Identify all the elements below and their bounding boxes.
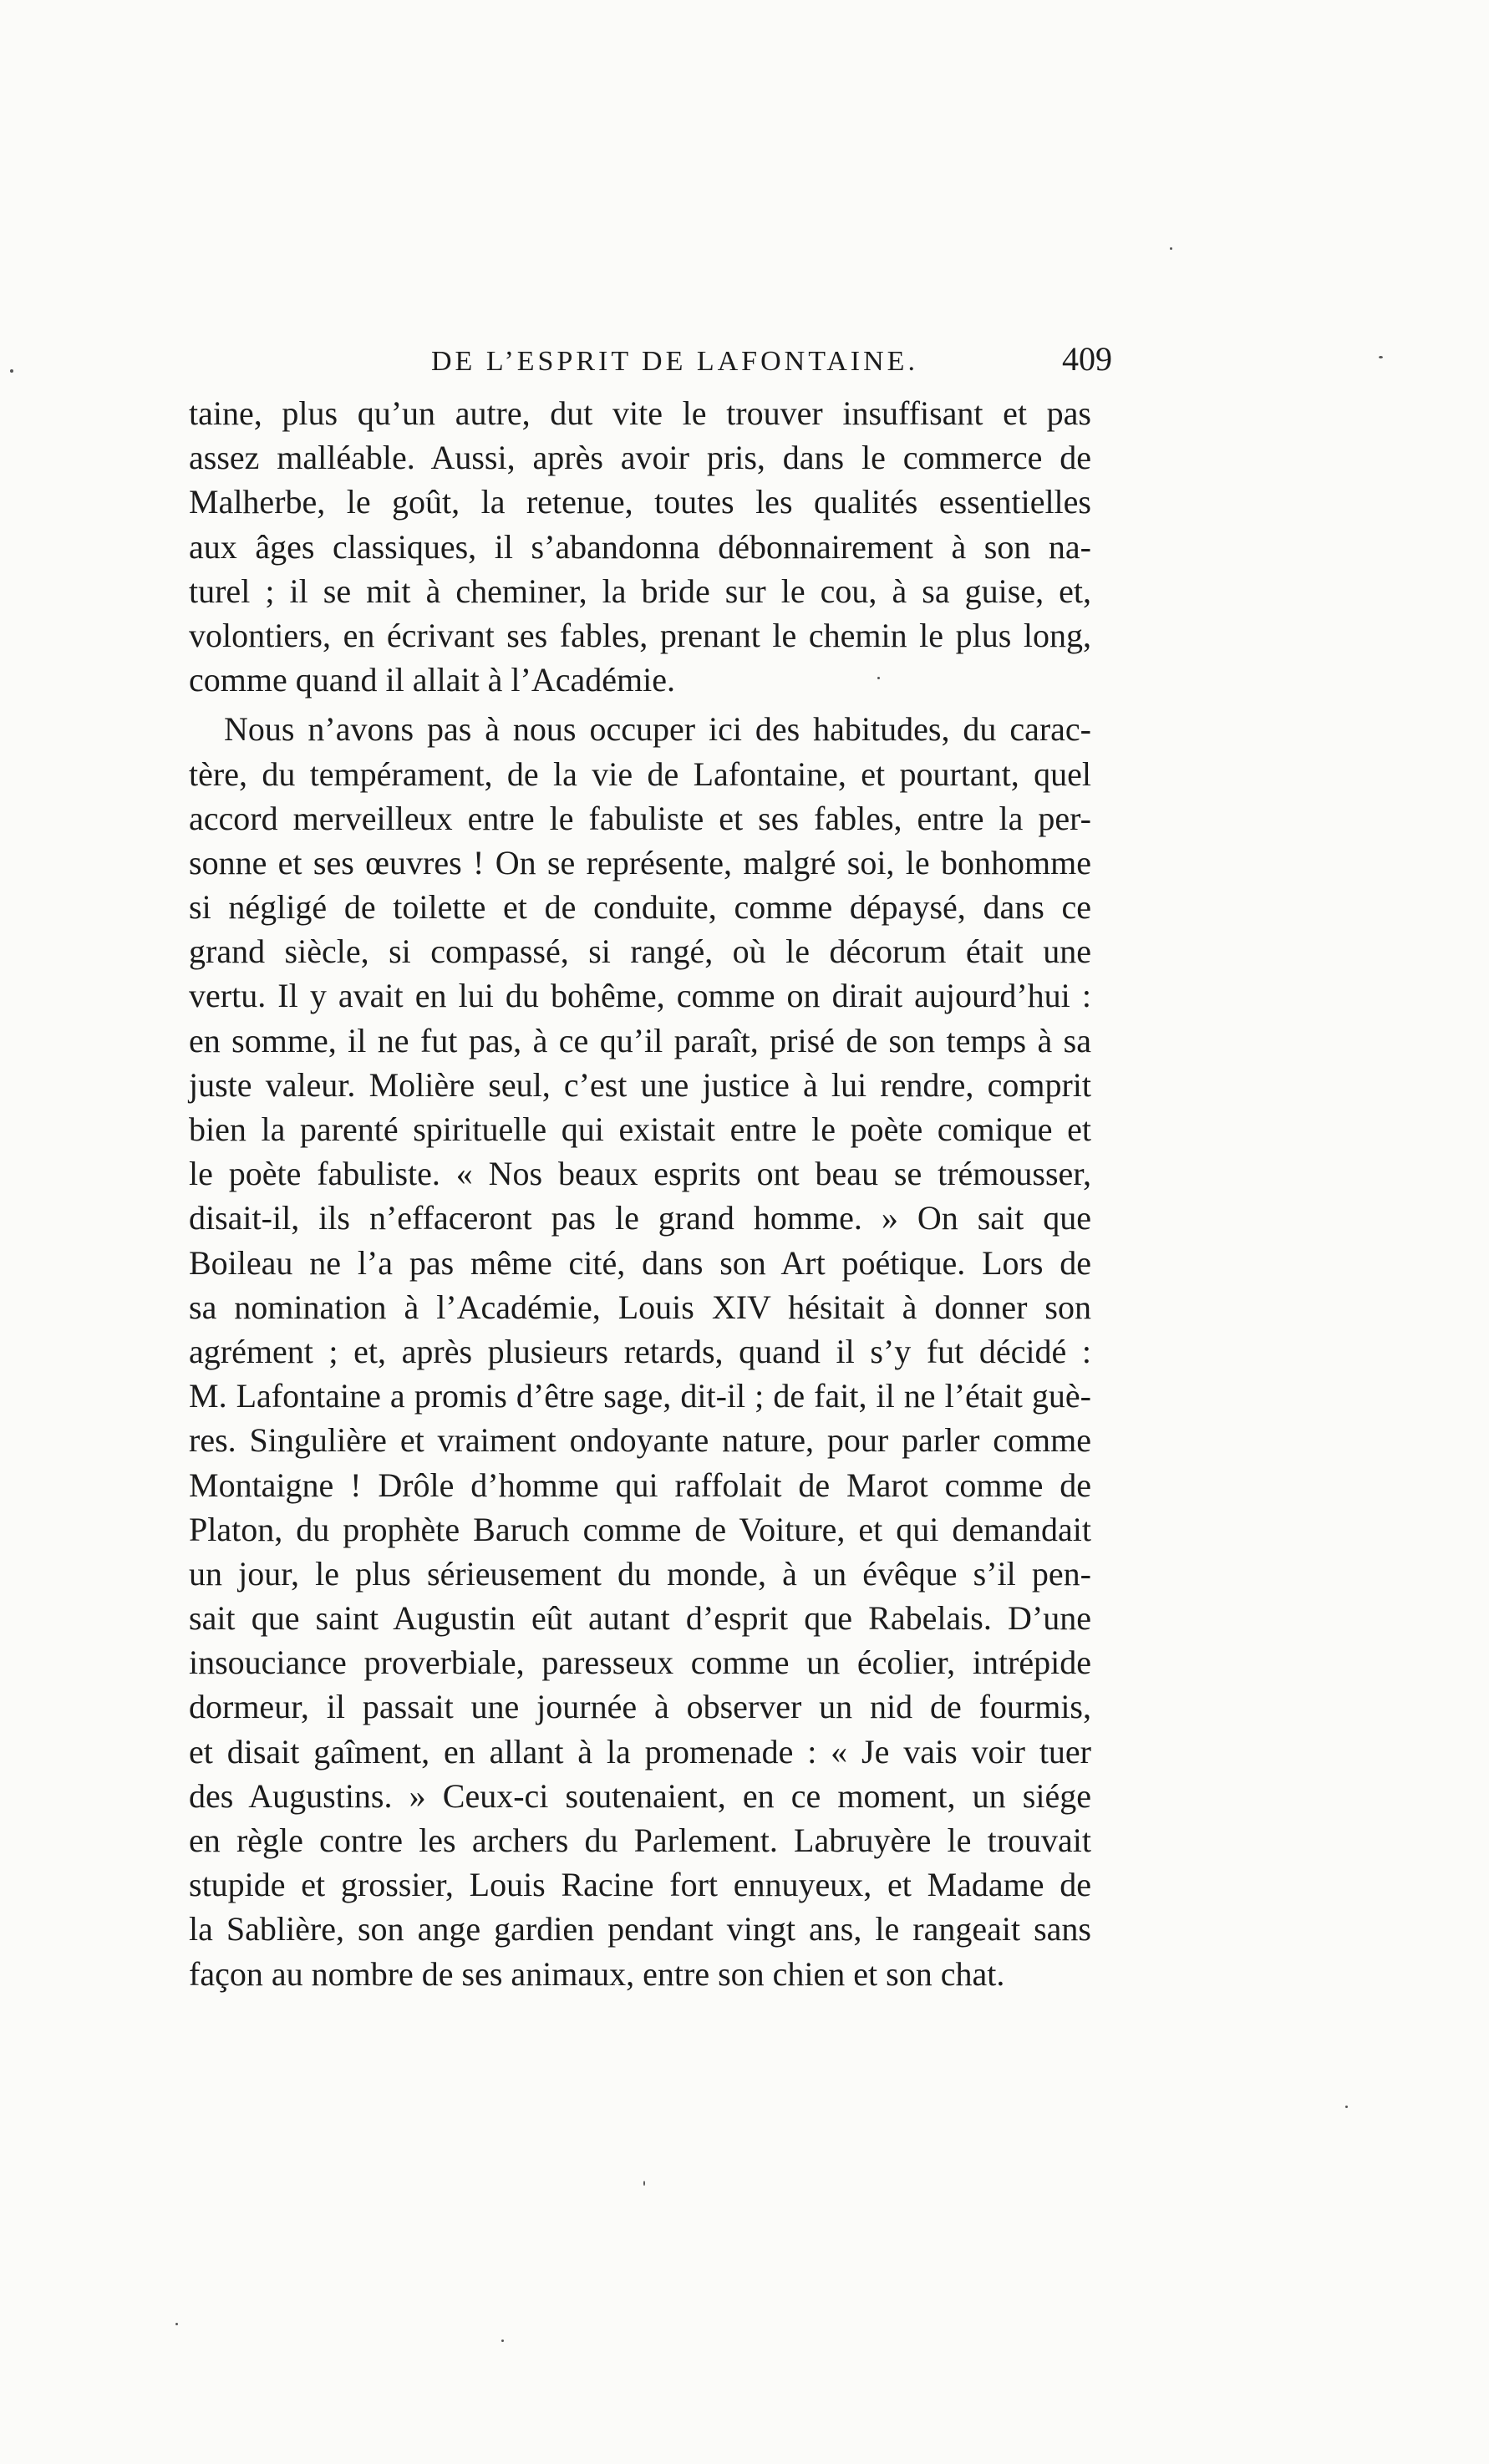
text-line: taine, plus qu’un autre, dut vite le trouver insuffisant et pas [189, 394, 1091, 432]
text-line: disait-il, ils n’effaceront pas le grand homme. » On sait que [189, 1199, 1091, 1237]
text-line: juste valeur. Molière seul, c’est une justice à lui rendre, comprit [189, 1065, 1091, 1104]
paragraph-lafontaine-character [189, 707, 1091, 1995]
text-line: façon au nombre de ses animaux, entre son chien et son chat. [189, 1954, 1005, 1993]
text-line: aux âges classiques, il s’abandonna débonnairement à son na- [189, 527, 1091, 566]
body-text [189, 391, 1091, 1996]
scan-speck [877, 677, 880, 679]
text-line: et disait gaîment, en allant à la promenade : « Je vais voir tuer [189, 1732, 1091, 1771]
running-head [189, 336, 1112, 386]
text-line: la Sablière, son ange gardien pendant vingt ans, le rangeait sans [189, 1910, 1091, 1948]
page-number: 409 [1062, 340, 1112, 378]
text-line: turel ; il se mit à cheminer, la bride sur le cou, à sa guise, et, [189, 572, 1091, 610]
text-line: Platon, du prophète Baruch comme de Voiture, et qui demandait [189, 1510, 1091, 1548]
scan-speck [643, 2181, 645, 2186]
text-line: insouciance proverbiale, paresseux comme un écolier, intrépide [189, 1644, 1091, 1682]
paragraph-continued [189, 391, 1091, 702]
text-line: sait que saint Augustin eût autant d’esprit que Rabelais. D’une [189, 1599, 1091, 1638]
text-line: en règle contre les archers du Parlement. Labruyère le trouvait [189, 1821, 1091, 1859]
text-line: res. Singulière et vraiment ondoyante nature, pour parler comme [189, 1421, 1091, 1460]
text-line: grand siècle, si compassé, si rangé, où le décorum était une [189, 932, 1091, 971]
scan-speck [501, 2340, 504, 2342]
text-line: Malherbe, le goût, la retenue, toutes les qualités essentielles [189, 483, 1091, 521]
scan-speck [10, 369, 13, 373]
text-line: sonne et ses œuvres ! On se représente, malgré soi, le bonhomme [189, 843, 1091, 881]
text-line: agrément ; et, après plusieurs retards, quand il s’y fut décidé : [189, 1332, 1091, 1370]
text-line: le poète fabuliste. « Nos beaux esprits ont beau se trémousser, [189, 1155, 1091, 1193]
text-line: dormeur, il passait une journée à observer un nid de fourmis, [189, 1688, 1091, 1726]
scan-speck [1345, 2106, 1348, 2108]
running-title: DE L’ESPRIT DE LAFONTAINE. [431, 346, 918, 377]
text-line: M. Lafontaine a promis d’être sage, dit-il ; de fait, il ne l’était guè- [189, 1377, 1091, 1415]
scan-speck [175, 2323, 178, 2325]
text-line: en somme, il ne fut pas, à ce qu’il paraît, prisé de son temps à sa [189, 1021, 1091, 1059]
text-line: Boileau ne l’a pas même cité, dans son Art poétique. Lors de [189, 1243, 1091, 1282]
text-line: volontiers, en écrivant ses fables, prenant le chemin le plus long, [189, 616, 1091, 654]
text-line: Nous n’avons pas à nous occuper ici des habitudes, du carac- [224, 710, 1091, 749]
text-line: un jour, le plus sérieusement du monde, à un évêque s’il pen- [189, 1554, 1091, 1593]
text-line: si négligé de toilette et de conduite, comme dépaysé, dans ce [189, 888, 1091, 927]
text-line: accord merveilleux entre le fabuliste et ses fables, entre la per- [189, 799, 1091, 837]
text-line: tère, du tempérament, de la vie de Lafontaine, et pourtant, quel [189, 754, 1091, 793]
text-line: stupide et grossier, Louis Racine fort ennuyeux, et Madame de [189, 1866, 1091, 1904]
text-line: assez malléable. Aussi, après avoir pris, dans le commerce de [189, 439, 1091, 477]
text-line: comme quand il allait à l’Académie. [189, 661, 675, 699]
text-line: sa nomination à l’Académie, Louis XIV hésitait à donner son [189, 1288, 1091, 1326]
text-line: bien la parenté spirituelle qui existait entre le poète comique et [189, 1110, 1091, 1148]
text-line: des Augustins. » Ceux-ci soutenaient, en ce moment, un siége [189, 1776, 1091, 1815]
text-line: vertu. Il y avait en lui du bohême, comme on dirait aujourd’hui : [189, 977, 1091, 1015]
text-line: Montaigne ! Drôle d’homme qui raffolait de Marot comme de [189, 1466, 1091, 1504]
scan-speck [1379, 356, 1383, 358]
scan-speck [1170, 247, 1172, 250]
